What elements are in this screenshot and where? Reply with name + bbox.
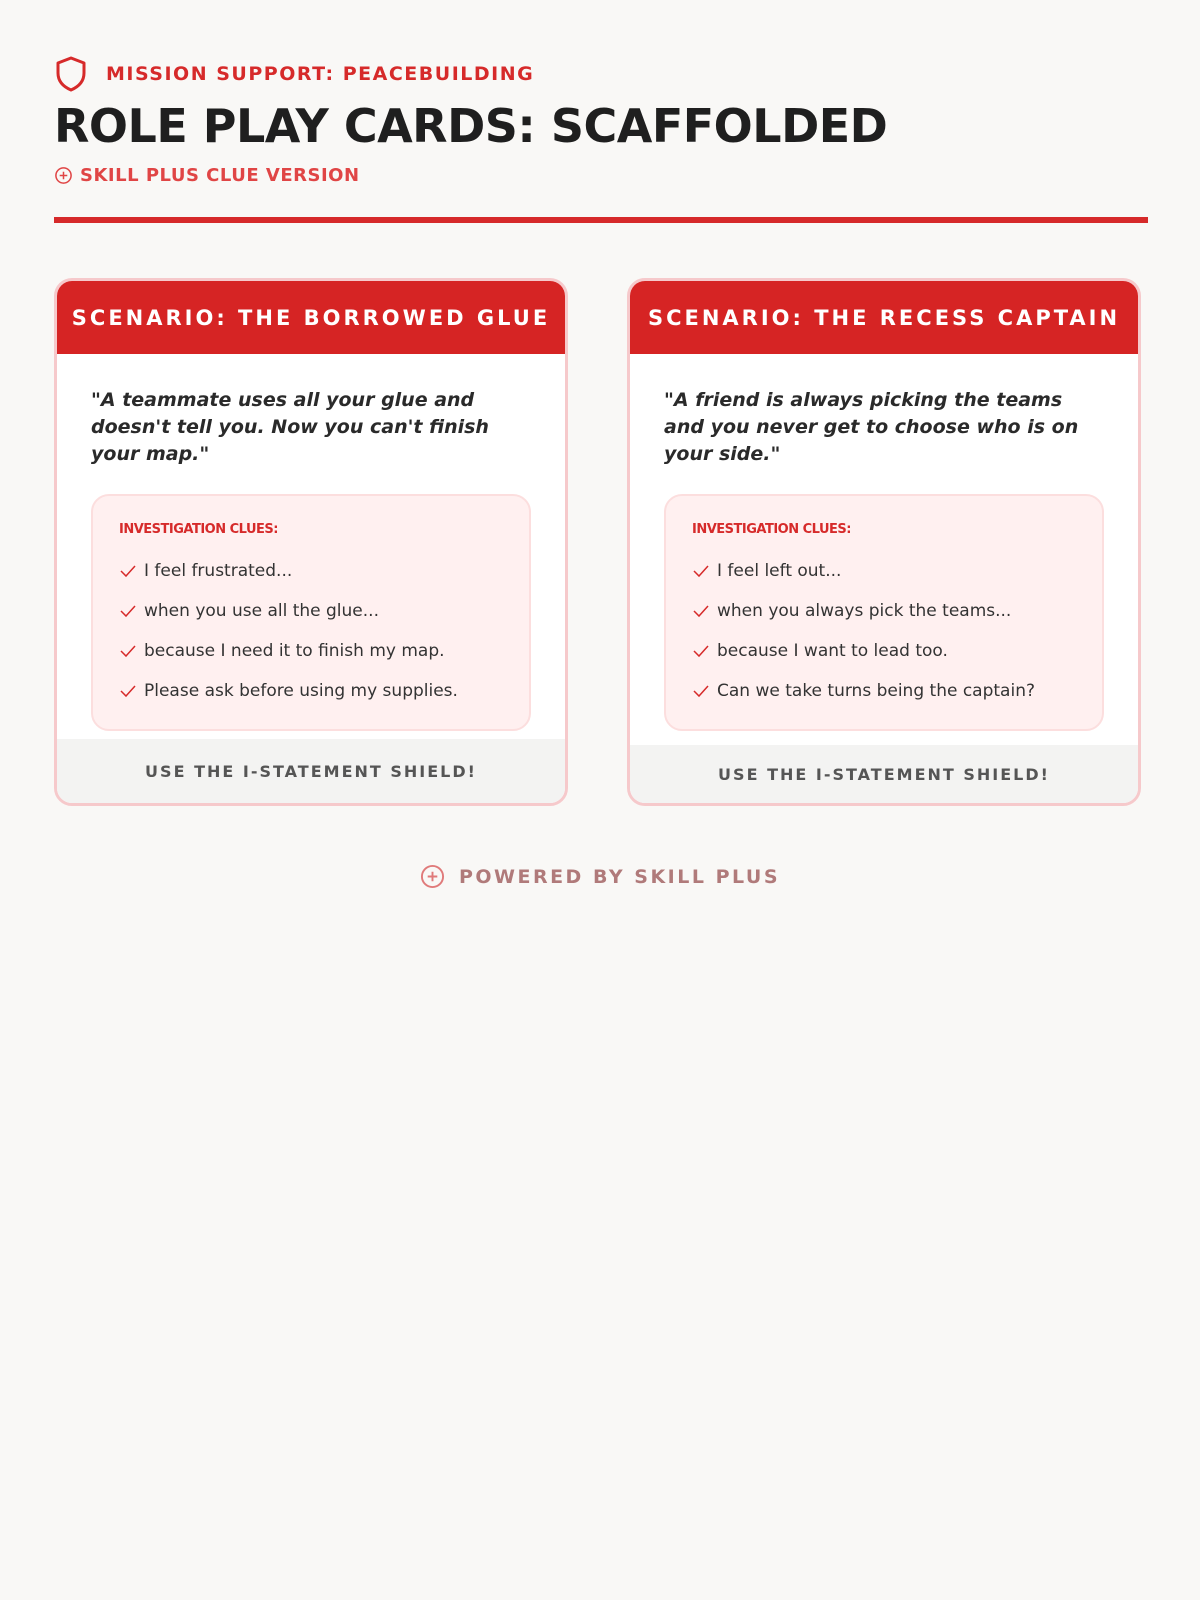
card-title: SCENARIO: THE BORROWED GLUE <box>57 281 565 354</box>
check-icon <box>119 564 137 578</box>
clue-item <box>692 591 1076 631</box>
scenario-quote: "A teammate uses all your glue and doesn't tell you. Now you can't finish your map." <box>91 389 489 465</box>
check-icon <box>692 604 710 618</box>
check-icon <box>119 684 137 698</box>
page-title: ROLE PLAY CARDS: SCAFFOLDED <box>54 99 888 153</box>
check-icon <box>119 644 137 658</box>
plus-circle-icon <box>420 864 445 889</box>
powered-by <box>0 864 1200 889</box>
check-icon <box>692 564 710 578</box>
clue-item <box>119 671 503 711</box>
shield-icon <box>54 55 88 93</box>
clue-text: I feel left out... <box>717 561 842 581</box>
check-icon <box>692 644 710 658</box>
clue-text: because I want to lead too. <box>717 641 948 661</box>
clues-box <box>91 494 531 731</box>
subtitle-text: SKILL PLUS CLUE VERSION <box>80 164 360 186</box>
subtitle <box>54 162 1148 188</box>
card-footer: USE THE I-STATEMENT SHIELD! <box>630 745 1138 803</box>
eyebrow-text: MISSION SUPPORT: PEACEBUILDING <box>106 63 535 85</box>
clue-item <box>119 551 503 591</box>
card-footer: USE THE I-STATEMENT SHIELD! <box>57 739 565 803</box>
clue-text: Please ask before using my supplies. <box>144 681 458 701</box>
clue-text: Can we take turns being the captain? <box>717 681 1035 701</box>
header-divider <box>54 217 1148 223</box>
scenario-card <box>54 278 568 806</box>
clue-text: I feel frustrated... <box>144 561 293 581</box>
scenario-quote: "A friend is always picking the teams and you never get to choose who is on your side." <box>664 389 1079 465</box>
powered-by-text: POWERED BY SKILL PLUS <box>458 865 781 888</box>
plus-circle-icon <box>54 166 73 185</box>
clue-item <box>119 631 503 671</box>
clue-text: when you always pick the teams... <box>717 601 1012 621</box>
check-icon <box>119 604 137 618</box>
check-icon <box>692 684 710 698</box>
page-header <box>54 54 1148 188</box>
eyebrow <box>54 54 1148 94</box>
scenario-card <box>627 278 1141 806</box>
clue-item <box>119 591 503 631</box>
clues-title: INVESTIGATION CLUES: <box>119 522 278 537</box>
clue-item <box>692 671 1076 711</box>
clue-item <box>692 631 1076 671</box>
card-title: SCENARIO: THE RECESS CAPTAIN <box>630 281 1138 354</box>
clue-text: when you use all the glue... <box>144 601 379 621</box>
clue-text: because I need it to finish my map. <box>144 641 445 661</box>
clue-item <box>692 551 1076 591</box>
clues-title: INVESTIGATION CLUES: <box>692 522 851 537</box>
clues-box <box>664 494 1104 731</box>
